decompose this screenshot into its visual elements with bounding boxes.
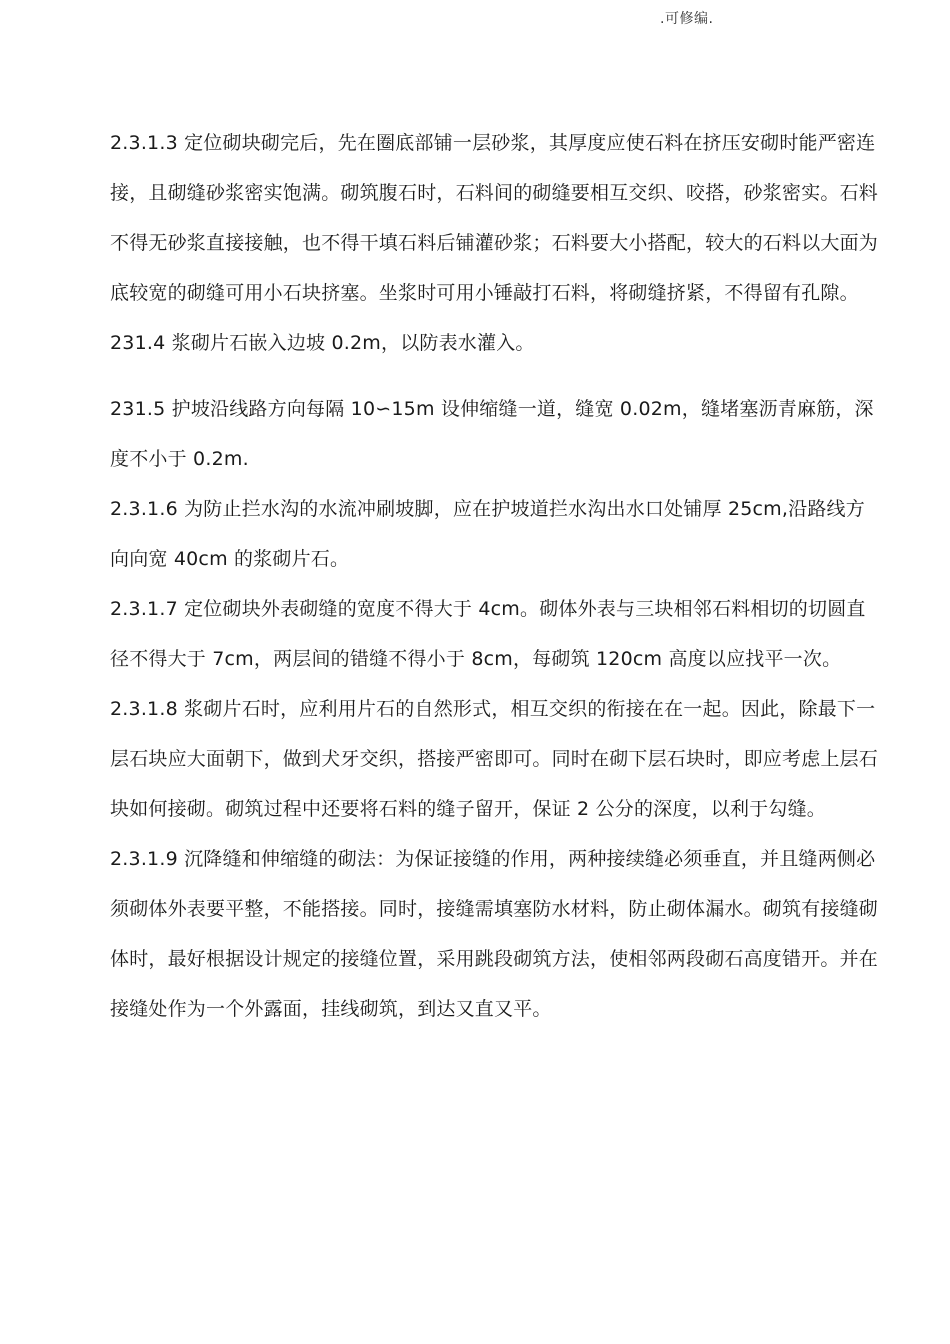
paragraph-2-3-1-4: 231.4 浆砌片石嵌入边坡 0.2m，以防表水灌入。 [110,332,535,354]
document-body [110,118,880,1034]
paragraph-2-3-1-8: 2.3.1.8 浆砌片石时，应利用片石的自然形式，相互交织的衔接在在一起。因此，除最下一层石块应大面朝下，做到犬牙交织，搭接严密即可。同时在砌下层石块时，即应考虑上层石块如何接砌。砌筑过程中还要将石料的缝子留开，保证 2 公分的深度，以利于勾缝。 [110,698,879,820]
paragraph-2-3-1-7: 2.3.1.7 定位砌块外表砌缝的宽度不得大于 4cm。砌体外表与三块相邻石料相切的切圆直径不得大于 7cm，两层间的错缝不得小于 8cm，每砌筑 120cm 高度以应找平一次。 [110,598,866,670]
paragraph-2-3-1-5: 231.5 护坡沿线路方向每隔 10∽15m 设伸缩缝一道，缝宽 0.02m，缝堵塞沥青麻筋，深度不小于 0.2m. [110,398,874,470]
paragraph-2-3-1-9: 2.3.1.9 沉降缝和伸缩缝的砌法：为保证接缝的作用，两种接续缝必须垂直，并且缝两侧必须砌体外表要平整，不能搭接。同时，接缝需填塞防水材料，防止砌体漏水。砌筑有接缝砌体时，最好根据设计规定的接缝位置，采用跳段砌筑方法，使相邻两段砌石高度错开。并在接缝处作为一个外露面，挂线砌筑，到达又直又平。 [110,848,879,1020]
header-note: .可修编. [660,11,714,27]
paragraph-2-3-1-3: 2.3.1.3 定位砌块砌完后，先在圈底部铺一层砂浆，其厚度应使石料在挤压安砌时能严密连接，且砌缝砂浆密实饱满。砌筑腹石时，石料间的砌缝要相互交织、咬搭，砂浆密实。石料不得无砂浆直接接触，也不得干填石料后铺灌砂浆；石料要大小搭配，较大的石料以大面为底较宽的砌缝可用小石块挤塞。坐浆时可用小锤敲打石料，将砌缝挤紧，不得留有孔隙。 [110,132,879,304]
paragraph-2-3-1-6: 2.3.1.6 为防止拦水沟的水流冲刷坡脚，应在护坡道拦水沟出水口处铺厚 25cm,沿路线方向向宽 40cm 的浆砌片石。 [110,498,865,570]
